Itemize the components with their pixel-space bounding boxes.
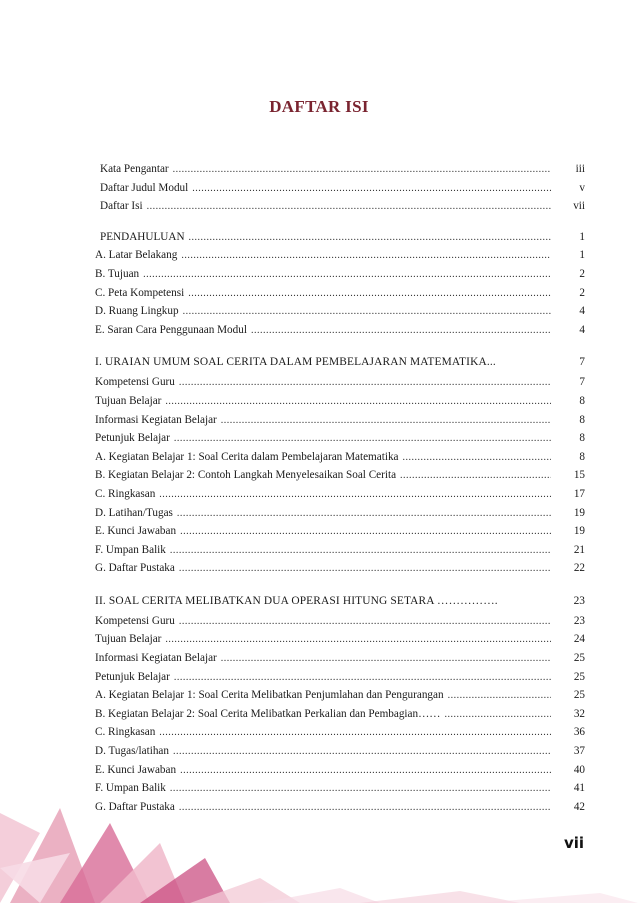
toc-entry-page: 37: [573, 745, 585, 758]
toc-entry[interactable]: [95, 668, 585, 687]
toc-entry-label: E. Saran Cara Penggunaan Modul: [95, 323, 247, 336]
toc-entry[interactable]: [95, 504, 585, 523]
toc-entry-label: Informasi Kegiatan Belajar: [95, 652, 217, 665]
toc-entry[interactable]: [95, 246, 585, 265]
toc-entry[interactable]: [95, 466, 585, 485]
toc-entry[interactable]: [95, 321, 585, 340]
toc-entry-label: Tujuan Belajar: [95, 394, 162, 407]
toc-entry-page: 25: [573, 670, 585, 683]
toc-entry-label: F. Umpan Balik: [95, 543, 166, 556]
toc-entry-page: vii: [573, 200, 585, 213]
toc-entry-label: Informasi Kegiatan Belajar: [95, 413, 217, 426]
toc-entry[interactable]: [95, 559, 585, 578]
toc-entry-page: 7: [579, 376, 585, 389]
toc-entry-label: PENDAHULUAN: [100, 230, 185, 243]
toc-entry-label: F. Umpan Balik: [95, 782, 166, 795]
toc-entry-label: A. Kegiatan Belajar 1: Soal Cerita dalam Pembelajaran Matematika: [95, 450, 399, 463]
toc-entry-label: G. Daftar Pustaka: [95, 800, 175, 813]
page-number: vii: [563, 834, 584, 852]
toc-entry-page: 32: [573, 707, 585, 720]
toc-entry-page: 17: [573, 487, 585, 500]
toc-entry-label: E. Kunci Jawaban: [95, 763, 177, 776]
toc-entry[interactable]: [95, 448, 585, 467]
toc-entry-label: E. Kunci Jawaban: [95, 525, 177, 538]
toc-entry-page: v: [579, 181, 585, 194]
table-of-contents: [95, 160, 585, 828]
toc-entry[interactable]: [95, 228, 585, 247]
toc-entry[interactable]: [95, 522, 585, 541]
toc-entry-page: 36: [573, 726, 585, 739]
toc-entry-label: Tujuan Belajar: [95, 633, 162, 646]
toc-entry-page: 4: [579, 323, 585, 336]
toc-entry-page: 2: [579, 267, 585, 280]
toc-front-matter: [95, 160, 585, 216]
toc-entry[interactable]: [95, 485, 585, 504]
toc-entry-label: C. Ringkasan: [95, 487, 156, 500]
toc-entry-page: 22: [573, 562, 585, 575]
toc-entry-label: C. Ringkasan: [95, 726, 156, 739]
toc-part-one: [95, 351, 585, 578]
toc-entry-page: 42: [573, 800, 585, 813]
toc-entry-page: 15: [573, 469, 585, 482]
toc-chapter-label: II. SOAL CERITA MELIBATKAN DUA OPERASI HITUNG SETARA …………….: [95, 594, 498, 607]
toc-entry-page: iii: [575, 163, 585, 175]
toc-entry-page: 24: [573, 633, 585, 646]
toc-chapter-heading[interactable]: [95, 590, 585, 612]
toc-entry[interactable]: [95, 612, 585, 631]
toc-entry-label: B. Tujuan: [95, 267, 140, 280]
toc-entry-label: B. Kegiatan Belajar 2: Soal Cerita Melibatkan Perkalian dan Pembagian……: [95, 707, 441, 720]
toc-entry-label: B. Kegiatan Belajar 2: Contoh Langkah Menyelesaikan Soal Cerita: [95, 469, 397, 482]
toc-entry-page: 23: [573, 594, 585, 607]
toc-entry-page: 8: [579, 432, 585, 445]
toc-entry[interactable]: [95, 630, 585, 649]
toc-entry-page: 8: [579, 450, 585, 463]
toc-entry-label: Kompetensi Guru: [95, 614, 175, 627]
toc-entry[interactable]: [95, 265, 585, 284]
toc-entry[interactable]: [95, 160, 585, 179]
toc-entry[interactable]: [95, 284, 585, 303]
toc-entry-label: C. Peta Kompetensi: [95, 286, 185, 299]
toc-entry-page: 19: [573, 506, 585, 519]
toc-entry-page: 40: [573, 763, 585, 776]
toc-entry-label: Kompetensi Guru: [95, 376, 175, 389]
toc-entry-label: Kata Pengantar: [100, 163, 169, 175]
toc-introduction: [95, 228, 585, 340]
toc-entry-label: D. Latihan/Tugas: [95, 506, 173, 519]
toc-entry-label: G. Daftar Pustaka: [95, 562, 175, 575]
toc-entry-label: Petunjuk Belajar: [95, 432, 170, 445]
toc-entry-label: D. Tugas/latihan: [95, 745, 169, 758]
toc-entry[interactable]: [95, 197, 585, 216]
toc-chapter-heading[interactable]: [95, 351, 585, 373]
toc-entry-page: 25: [573, 652, 585, 665]
toc-entry[interactable]: [95, 723, 585, 742]
toc-entry-page: 23: [573, 614, 585, 627]
toc-entry-page: 2: [579, 286, 585, 299]
toc-entry-label: Daftar Isi: [100, 200, 143, 213]
toc-entry[interactable]: [95, 649, 585, 668]
page-title: DAFTAR ISI: [269, 97, 369, 116]
toc-entry[interactable]: [95, 541, 585, 560]
toc-entry-page: 7: [579, 356, 585, 369]
toc-entry-page: 21: [573, 543, 585, 556]
toc-entry[interactable]: [95, 705, 585, 724]
toc-entry[interactable]: [95, 411, 585, 430]
toc-entry[interactable]: [95, 302, 585, 321]
toc-entry-label: Petunjuk Belajar: [95, 670, 170, 683]
decorative-footer-shapes: [0, 773, 638, 903]
toc-entry[interactable]: [95, 686, 585, 705]
toc-entry-page: 1: [579, 230, 585, 243]
toc-entry-page: 8: [579, 394, 585, 407]
toc-entry-page: 1: [579, 249, 585, 262]
toc-entry-label: A. Kegiatan Belajar 1: Soal Cerita Melibatkan Penjumlahan dan Pengurangan: [95, 689, 444, 702]
toc-entry-page: 4: [579, 305, 585, 318]
toc-entry-label: Daftar Judul Modul: [100, 181, 189, 194]
toc-entry[interactable]: [95, 179, 585, 198]
toc-entry-page: 19: [573, 525, 585, 538]
toc-entry-label: A. Latar Belakang: [95, 249, 178, 262]
toc-entry[interactable]: [95, 742, 585, 761]
toc-entry-page: 8: [579, 413, 585, 426]
toc-entry-page: 25: [573, 689, 585, 702]
toc-chapter-label: I. URAIAN UMUM SOAL CERITA DALAM PEMBELAJARAN MATEMATIKA...: [95, 356, 496, 369]
toc-entry-page: 41: [573, 782, 585, 795]
toc-entry[interactable]: [95, 429, 585, 448]
toc-entry[interactable]: [95, 392, 585, 411]
toc-entry-label: D. Ruang Lingkup: [95, 305, 179, 318]
toc-entry[interactable]: [95, 373, 585, 392]
